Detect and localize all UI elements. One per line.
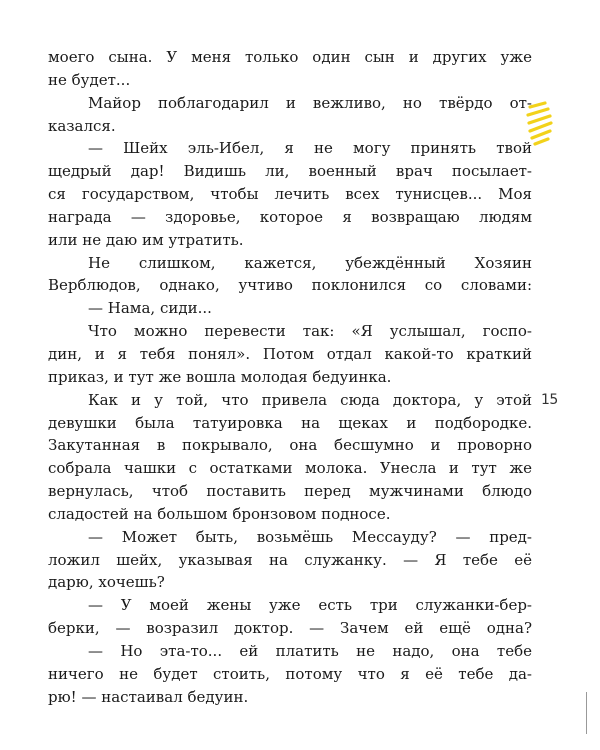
highlighter-mark bbox=[526, 101, 554, 147]
text-line: ничего не будет стоить, потому что я её тебе да- bbox=[48, 664, 532, 683]
text-line: — Может быть, возьмёшь Мессауду? — пред- bbox=[88, 527, 532, 546]
text-line: не будет... bbox=[48, 70, 131, 89]
text-line: берки, — возразил доктор. — Зачем ей ещё одна? bbox=[48, 619, 532, 638]
text-line: Что можно перевести так: «Я услышал, госпо- bbox=[88, 322, 532, 341]
text-line: — Шейх эль-Ибел, я не могу принять твой bbox=[88, 139, 532, 158]
text-line: — Но эта-то... ей платить не надо, она тебе bbox=[88, 641, 532, 660]
text-line: Не слишком, кажется, убеждённый Хозяин bbox=[88, 253, 532, 272]
page-edge-mark bbox=[586, 692, 587, 734]
text-line: ложил шейх, указывая на служанку. — Я тебе её bbox=[48, 550, 532, 569]
text-line: — У моей жены уже есть три служанки-бер- bbox=[88, 596, 532, 615]
text-line: сладостей на большом бронзовом подносе. bbox=[48, 504, 391, 523]
text-line: Верблюдов, однако, учтиво поклонился со словами: bbox=[48, 276, 532, 295]
text-line: девушки была татуировка на щеках и подбородке. bbox=[48, 413, 532, 432]
text-line: приказ, и тут же вошла молодая бедуинка. bbox=[48, 367, 392, 386]
text-line: — Нама, сиди... bbox=[88, 299, 212, 318]
text-block bbox=[48, 46, 532, 708]
text-line: ся государством, чтобы лечить всех тунисцев... Моя bbox=[48, 185, 532, 204]
text-line: дин, и я тебя понял». Потом отдал какой-то краткий bbox=[48, 344, 532, 363]
text-line: дарю, хочешь? bbox=[48, 573, 165, 592]
text-line: Как и у той, что привела сюда доктора, у этой bbox=[88, 390, 532, 409]
text-line: моего сына. У меня только один сын и других уже bbox=[48, 48, 532, 66]
text-line: собрала чашки с остатками молока. Унесла и тут же bbox=[48, 459, 532, 478]
page-number: 15 bbox=[541, 392, 558, 408]
text-line: рю! — настаивал бедуин. bbox=[48, 687, 249, 706]
text-line: Майор поблагодарил и вежливо, но твёрдо от- bbox=[88, 93, 532, 112]
text-line: вернулась, чтоб поставить перед мужчинами блюдо bbox=[48, 482, 532, 501]
text-line: награда — здоровье, которое я возвращаю людям bbox=[48, 207, 532, 226]
text-line: казался. bbox=[48, 116, 116, 135]
text-line: щедрый дар! Видишь ли, военный врач посылает- bbox=[48, 162, 532, 181]
text-line: или не даю им утратить. bbox=[48, 230, 244, 249]
text-line: Закутанная в покрывало, она бесшумно и проворно bbox=[48, 436, 532, 455]
